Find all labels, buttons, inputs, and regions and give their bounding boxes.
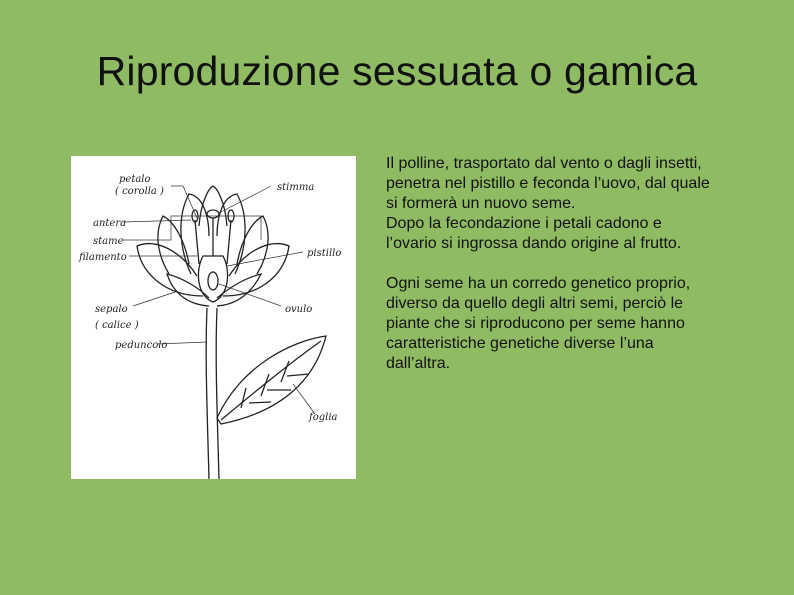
- stamen-left: [195, 220, 199, 264]
- label-calice: ( calice ): [95, 320, 139, 331]
- paragraph-fecondazione: Il polline, trasportato dal vento o dagli insetti, penetra nel pistillo e feconda l’uovo, dal quale si formerà un nuovo seme. Dopo la fecondazione i petali cadono e l’ovario si ingrossa dando origine al frutto.: [386, 155, 710, 252]
- petal-right: [223, 244, 289, 296]
- petal-far-right: [237, 216, 268, 274]
- label-peduncolo: peduncolo: [115, 340, 168, 351]
- flower-diagram: [71, 156, 356, 479]
- leader-ovulo: [219, 284, 281, 306]
- petal-far-left: [158, 216, 189, 274]
- petal-left: [137, 244, 203, 296]
- leader-sepalo: [133, 292, 175, 306]
- stem: [206, 308, 209, 479]
- label-stame: stame: [93, 236, 124, 247]
- paragraph-corredo-genetico: Ogni seme ha un corredo genetico proprio, diverso da quello degli altri semi, perciò le piante che si riproducono per seme hanno caratteristiche genetiche diverse l’una dall’altra.: [386, 275, 691, 372]
- stem-outline: [216, 308, 219, 479]
- label-filamento: filamento: [79, 252, 127, 263]
- label-ovulo: ovulo: [285, 304, 313, 315]
- leader-petalo: [171, 186, 197, 218]
- label-stimma: stimma: [277, 182, 315, 193]
- label-antera: antera: [93, 218, 127, 229]
- stamen-right: [227, 220, 231, 264]
- leader-foglia: [293, 384, 315, 414]
- leaf-vein: [221, 341, 321, 420]
- body-text: [386, 154, 716, 374]
- label-sepalo: sepalo: [95, 304, 128, 315]
- label-pistillo: pistillo: [307, 248, 342, 259]
- label-petalo: petalo: [119, 174, 151, 185]
- leader-stimma: [221, 186, 271, 212]
- label-corolla: ( corolla ): [115, 186, 164, 197]
- leaf-veins: [241, 361, 309, 408]
- stigma: [207, 210, 219, 218]
- label-foglia: foglia: [309, 412, 338, 423]
- flower-drawing: [71, 156, 356, 479]
- ovary: [198, 256, 227, 302]
- ovule: [208, 272, 218, 290]
- slide-title: Riproduzione sessuata o gamica: [96, 48, 698, 94]
